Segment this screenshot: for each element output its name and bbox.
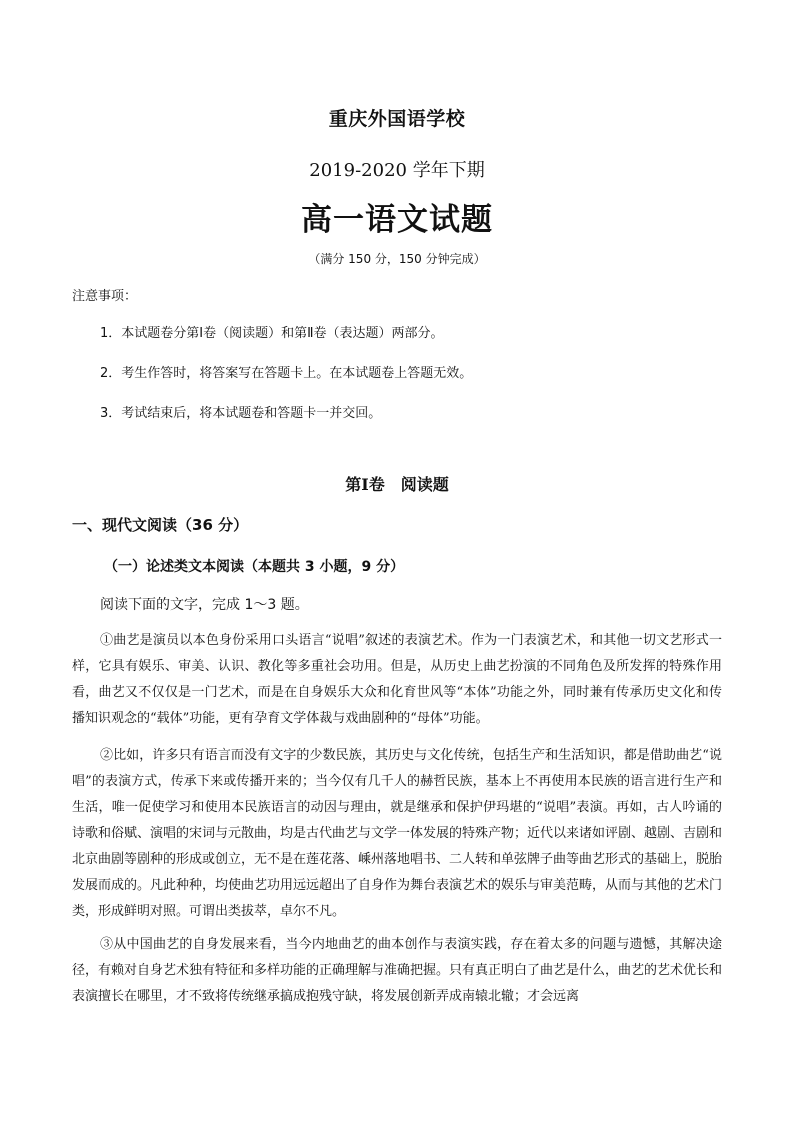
reading-instruction: 阅读下面的文字，完成 1～3 题。 xyxy=(100,597,309,613)
term-label: 2019-2020 学年下期 xyxy=(309,160,485,181)
paragraph-2: ②比如，许多只有语言而没有文字的少数民族，其历史与文化传统，包括生产和生活知识，都是借助曲艺“说唱”的表演方式，传承下来或传播开来的；当今仅有几千人的赫哲民族，基本上不再使用本民族的语言进行生产和生活，唯一促使学习和使用本民族语言的动因与理由，就是继承和保护伊玛堪的“说唱”表演。再如，古人吟诵的诗歌和俗赋、演唱的宋词与元散曲，均是古代曲艺与文学一体发展的特殊产物；近代以来诸如评剧、越剧、吉剧和北京曲剧等剧种的形成或创立，无不是在莲花落、嵊州落地唱书、二人转和单弦牌子曲等曲艺形式的基础上，脱胎发展而成的。凡此种种，均使曲艺功用远远超出了自身作为舞台表演艺术的娱乐与审美范畴，从而与其他的艺术门类，形成鲜明对照。可谓出类拔萃，卓尔不凡。 xyxy=(72,748,723,919)
notice-item-3: 3．考试结束后，将本试题卷和答题卡一并交回。 xyxy=(100,406,382,421)
exam-title: 高一语文试题 xyxy=(301,202,493,238)
notice-item-2: 2．考生作答时，将答案写在答题卡上。在本试题卷上答题无效。 xyxy=(100,366,473,381)
paragraph-3: ③从中国曲艺的自身发展来看，当今内地曲艺的曲本创作与表演实践，存在着太多的问题与遗憾，其解决途径，有赖对自身艺术独有特征和多样功能的正确理解与准确把握。只有真正明白了曲艺是什么，曲艺的艺术优长和表演擅长在哪里，才不致将传统继承搞成抱残守缺，将发展创新弄成南辕北辙；才会远离 xyxy=(72,937,723,1004)
paragraph-1: ①曲艺是演员以本色身份采用口头语言“说唱”叙述的表演艺术。作为一门表演艺术，和其他一切文艺形式一样，它具有娱乐、审美、认识、教化等多重社会功用。但是，从历史上曲艺扮演的不同角色及所发挥的特殊作用看，曲艺又不仅仅是一门艺术，而是在自身娱乐大众和化育世风等“本体”功能之外，同时兼有传承历史文化和传播知识观念的“载体”功能，更有孕育文学体裁与戏曲剧种的“母体”功能。 xyxy=(72,633,722,726)
notice-heading: 注意事项： xyxy=(72,289,138,304)
school-name: 重庆外国语学校 xyxy=(328,108,466,130)
section-heading: 一、现代文阅读（36 分） xyxy=(72,516,249,534)
part-title: 第Ⅰ卷 阅读题 xyxy=(345,475,449,494)
subsection-heading: （一）论述类文本阅读（本题共 3 小题，9 分） xyxy=(104,559,405,575)
score-note: （满分 150 分，150 分钟完成） xyxy=(308,252,486,266)
notice-item-1: 1．本试题卷分第Ⅰ卷（阅读题）和第Ⅱ卷（表达题）两部分。 xyxy=(100,326,444,341)
